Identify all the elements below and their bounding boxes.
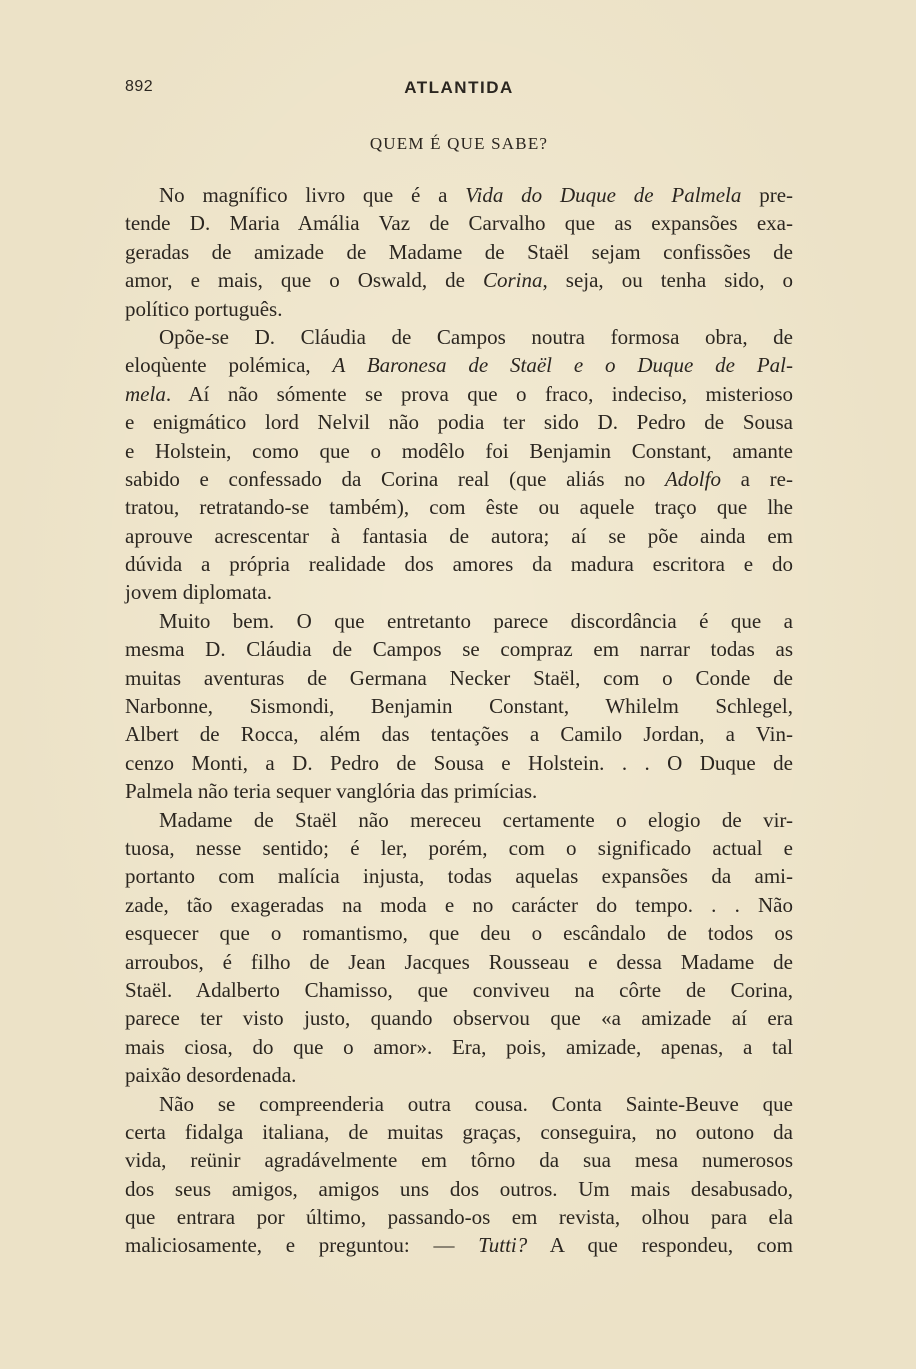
text-line: mela. Aí não sómente se prova que o fraco, indeciso, misterioso [125,381,793,406]
text-line: Madame de Staël não mereceu certamente o elogio de vir- [159,807,793,832]
text-line: amor, e mais, que o Oswald, de Corina, seja, ou tenha sido, o [125,268,794,293]
text-line: Palmela não teria sequer vanglória das primícias. [125,779,538,804]
text-line: vida, reünir agradávelmente em tôrno da sua mesa numerosos [125,1148,793,1173]
page-number: 892 [125,78,154,95]
text-line: jovem diplomata. [125,580,272,605]
text-line: e Holstein, como que o modêlo foi Benjamin Constant, amante [125,438,793,463]
text-line: político português. [125,296,283,321]
text-line: que entrara por último, passando-os em revista, olhou para ela [125,1205,793,1230]
text-line: No magnífico livro que é a Vida do Duque de Palmela pre- [159,183,794,207]
article-title: QUEM É QUE SABE? [369,134,549,153]
text-line: tratou, retratando-se também), com êste ou aquele traço que lhe [125,495,793,520]
text-line: arroubos, é filho de Jean Jacques Rousseau e dessa Madame de [125,949,793,974]
text-line: Não se compreenderia outra cousa. Conta Sainte-Beuve que [159,1091,793,1116]
text-line: aprouve acrescentar à fantasia de autora; aí se põe ainda em [125,523,793,548]
text-line: esquecer que o romantismo, que deu o escândalo de todos os [125,921,793,946]
text-line: dos seus amigos, amigos uns dos outros. Um mais desabusado, [125,1176,793,1201]
text-line: sabido e confessado da Corina real (que aliás no Adolfo a re- [125,466,793,491]
text-line: muitas aventuras de Germana Necker Staël, com o Conde de [125,665,793,690]
text-line: mesma D. Cláudia de Campos se compraz em narrar todas as [125,637,793,662]
text-line: cenzo Monti, a D. Pedro de Sousa e Holstein. . . O Duque de [125,750,793,775]
text-line: mais ciosa, do que o amor». Era, pois, amizade, apenas, a tal [125,1034,793,1059]
text-line: eloqùente polémica, A Baronesa de Staël e o Duque de Pal- [125,353,793,378]
journal-title: ATLANTIDA [404,78,514,97]
text-line: Muito bem. O que entretanto parece discordância é que a [159,608,793,633]
text-line: tende D. Maria Amália Vaz de Carvalho que as expansões exa- [125,211,793,236]
text-line: zade, tão exageradas na moda e no carácter do tempo. . . Não [125,892,793,917]
text-line: certa fidalga italiana, de muitas graças, conseguira, no outono da [125,1119,793,1144]
running-head [125,78,793,102]
text-line: maliciosamente, e preguntou: — Tutti? A que respondeu, com [125,1233,793,1258]
text-line: Opõe-se D. Cláudia de Campos noutra formosa obra, de [159,324,793,349]
text-line: parece ter visto justo, quando observou que «a amizade aí era [125,1006,793,1031]
text-line: dúvida a própria realidade dos amores da madura escritora e do [125,552,793,577]
text-line: Narbonne, Sismondi, Benjamin Constant, Whilelm Schlegel, [125,694,793,719]
article-body [125,181,793,1260]
text-line: Staël. Adalberto Chamisso, que conviveu na côrte de Corina, [125,977,793,1002]
text-line: Albert de Rocca, além das tentações a Camilo Jordan, a Vin- [125,722,793,747]
text-line: geradas de amizade de Madame de Staël sejam confissões de [125,239,793,264]
text-line: paixão desordenada. [125,1063,297,1088]
text-line: tuosa, nesse sentido; é ler, porém, com o significado actual e [125,835,793,860]
text-line: e enigmático lord Nelvil não podia ter sido D. Pedro de Sousa [125,410,793,435]
text-line: portanto com malícia injusta, todas aquelas expansões da ami- [125,864,793,889]
